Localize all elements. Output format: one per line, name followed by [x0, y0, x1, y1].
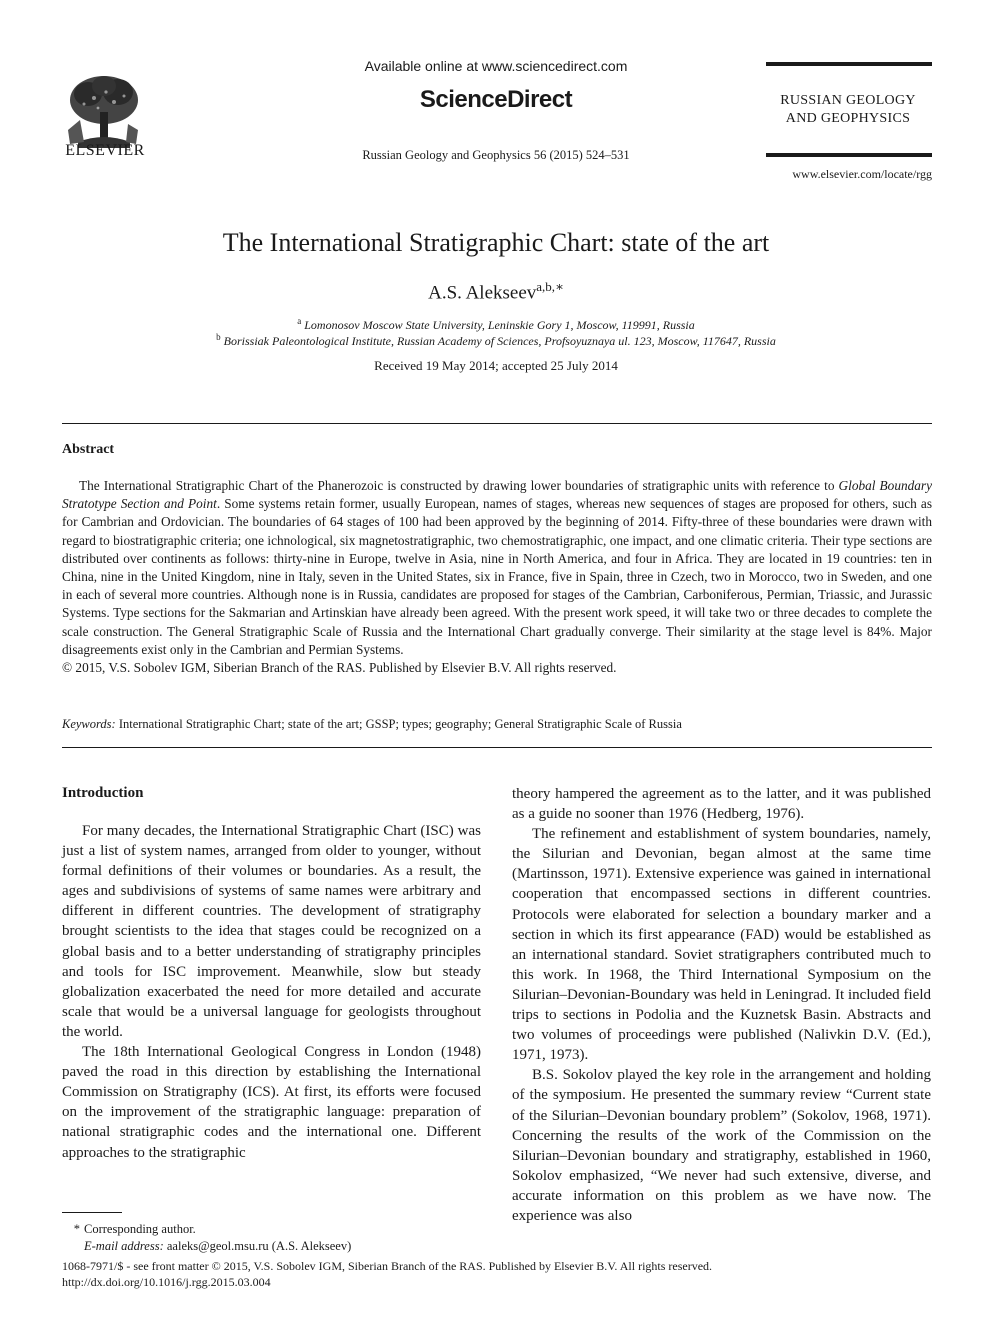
body-paragraph: The 18th International Geological Congress in London (1948) paved the road in this direction by establishing the International Commission on Stratigraphy (ICS). At first, its efforts were focused on the improvement of the stratigraphic language: preparation of national stratigraphic codes and the international one. Different approaches to the stratigraphic: [62, 1044, 481, 1161]
gssp-term: Global Boundary Stratotype Section and Point: [62, 478, 932, 512]
affiliation-b: [0, 332, 992, 349]
journal-name-line2: AND GEOPHYSICS: [785, 111, 911, 126]
section-heading-introduction: Introduction: [62, 785, 144, 801]
email-address-link[interactable]: aaleks@geol.msu.ru (A.S. Alekseev): [166, 1239, 352, 1253]
article-title: The International Stratigraphic Chart: state of the art: [222, 228, 770, 257]
affiliation-text: Lomonosov Moscow State University, Leninskie Gory 1, Moscow, 119991, Russia: [304, 318, 695, 332]
corresponding-author-mark[interactable]: ∗: [555, 279, 564, 294]
corresponding-author-footnote: [62, 1221, 492, 1255]
abstract-bottom-divider: [62, 747, 932, 748]
available-online-text[interactable]: Available online at www.sciencedirect.com: [364, 58, 628, 74]
affiliation-mark: a: [297, 316, 302, 326]
body-column-right: [512, 784, 931, 1226]
front-matter-line: 1068-7971/$ - see front matter © 2015, V.S. Sobolev IGM, Siberian Branch of the RAS. Published by Elsevier B.V. All rights reserved.: [62, 1259, 713, 1273]
footnote-divider: [62, 1212, 122, 1213]
affiliation-text: Borissiak Paleontological Institute, Russian Academy of Sciences, Profsoyuznaya ul. 123, Moscow, 117647, Russia: [223, 334, 776, 348]
body-paragraph: The refinement and establishment of system boundaries, namely, the Silurian and Devonian, began almost at the same time (Martinsson, 1971). Extensive experience was gained in international cooperation that encompassed sections in different countries. Protocols were elaborated for selection a boundary marker and a section in which its first appearance (FAD) would be established as an international standard. Soviet stratigraphers contributed much to this work. In 1968, the Third International Symposium on the Silurian–Devonian-Boundary was held in Leningrad. It included field trips to sections in Podolia and the Kuznetsk Basin. Abstracts and two volumes of proceedings were published (Nalivkin D.V. (Ed.), 1971, 1973).: [512, 826, 931, 1064]
journal-name: [766, 92, 930, 128]
body-paragraph: theory hampered the agreement as to the latter, and it was published as a guide no sooner than 1976 (Hedberg, 1976).: [512, 786, 931, 823]
journal-bottom-rule: [766, 153, 932, 157]
journal-url-link[interactable]: www.elsevier.com/locate/rgg: [792, 167, 932, 181]
abstract-top-divider: [62, 423, 932, 424]
abstract-body: [62, 477, 932, 677]
journal-name-line1: RUSSIAN GEOLOGY: [780, 93, 916, 108]
body-paragraph: B.S. Sokolov played the key role in the arrangement and holding of the symposium. He presented the summary review “Current state of the Silurian–Devonian boundary problem” (Sokolov, 1968, 1971). Concerning the results of the work of the Commission on the Silurian–Devonian boundary and stratigraphy, established in 1960, Sokolov emphasized, “We never had such extensive, diverse, and accurate information on this problem as we have now. The experience was also: [512, 1067, 931, 1224]
keywords-label: Keywords:: [62, 717, 116, 731]
page-footer: [62, 1259, 932, 1290]
affiliation-mark: b: [216, 332, 221, 342]
footnote-mark: *: [73, 1222, 80, 1236]
keywords-line: [62, 717, 932, 732]
body-paragraph: For many decades, the International Stratigraphic Chart (ISC) was just a list of system names, arranged from older to younger, without formal definitions of their volumes or boundaries. As a result, the ages and subdivisions of systems of same names were arbitrary and different in different countries. The development of stratigraphy brought scientists to the idea that stages could be recognized on a global basis and to a better understanding of stratigraphy principles and tools for ISC improvement. Meanwhile, slow but steady globalization exacerbated the need for more detailed and accurate scale that would be a universal language for geologists throughout the world.: [62, 823, 481, 1040]
author-affiliation-marks: a,b,∗: [536, 279, 564, 294]
body-column-left: [62, 821, 481, 1163]
journal-top-rule: [766, 62, 932, 66]
keywords-list: International Stratigraphic Chart; state of the art; GSSP; types; geography; General Stratigraphic Scale of Russia: [118, 717, 682, 731]
received-dates: Received 19 May 2014; accepted 25 July 2014: [374, 358, 618, 373]
email-label: E-mail address:: [84, 1239, 164, 1253]
publisher-wordmark: ELSEVIER: [65, 142, 145, 159]
author-name[interactable]: A.S. Alekseev: [428, 282, 537, 304]
affiliation-a: [0, 316, 992, 333]
abstract-paragraph: The International Stratigraphic Chart of the Phanerozoic is constructed by drawing lower boundaries of stratigraphic units with reference to Global Boundary Stratotype Section and Point. Some systems retain former, usually European, names of stages, whereas new sequences of stages are proposed for others, such as for Cambrian and Ordovician. The boundaries of 64 stages of 100 had been approved by the beginning of 2014. Fifty-three of these boundaries were drawn with regard to biostratigraphic criteria; one ichnological, six magnetostratigraphic, two chemostratigraphic, one impact, and one climatic criteria. Their type sections are distributed over continents as follows: thirty-nine in Europe, twelve in Asia, nine in North America, and four in Africa. They are located in 19 countries: ten in China, nine in the United Kingdom, nine in Italy, seven in the United States, six in France, five in Spain, three in Czech, two in Morocco, two in Sweden, and one in each of several more countries. Although none is in Russia, candidates are proposed for stages of the Cambrian, Carboniferous, Permian, Triassic, and Jurassic Systems. Type sections for the Sakmarian and Artinskian have already been agreed. With the present work speed, it will take two or three decades to complete the scale construction. The General Stratigraphic Scale of Russia and the International Chart gradually converge. Their similarity at the stage level is 84%. Major disagreements exist only in the Cambrian and Permian Systems.: [62, 478, 932, 657]
author-line: [0, 279, 992, 304]
doi-link[interactable]: http://dx.doi.org/10.1016/j.rgg.2015.03.004: [62, 1274, 271, 1289]
sciencedirect-wordmark: ScienceDirect: [419, 86, 573, 113]
corresponding-label: Corresponding author.: [84, 1222, 196, 1236]
abstract-heading: Abstract: [62, 442, 115, 457]
abstract-copyright: © 2015, V.S. Sobolev IGM, Siberian Branch of the RAS. Published by Elsevier B.V. All rights reserved.: [62, 660, 617, 676]
journal-reference: Russian Geology and Geophysics 56 (2015) 524–531: [362, 148, 630, 162]
